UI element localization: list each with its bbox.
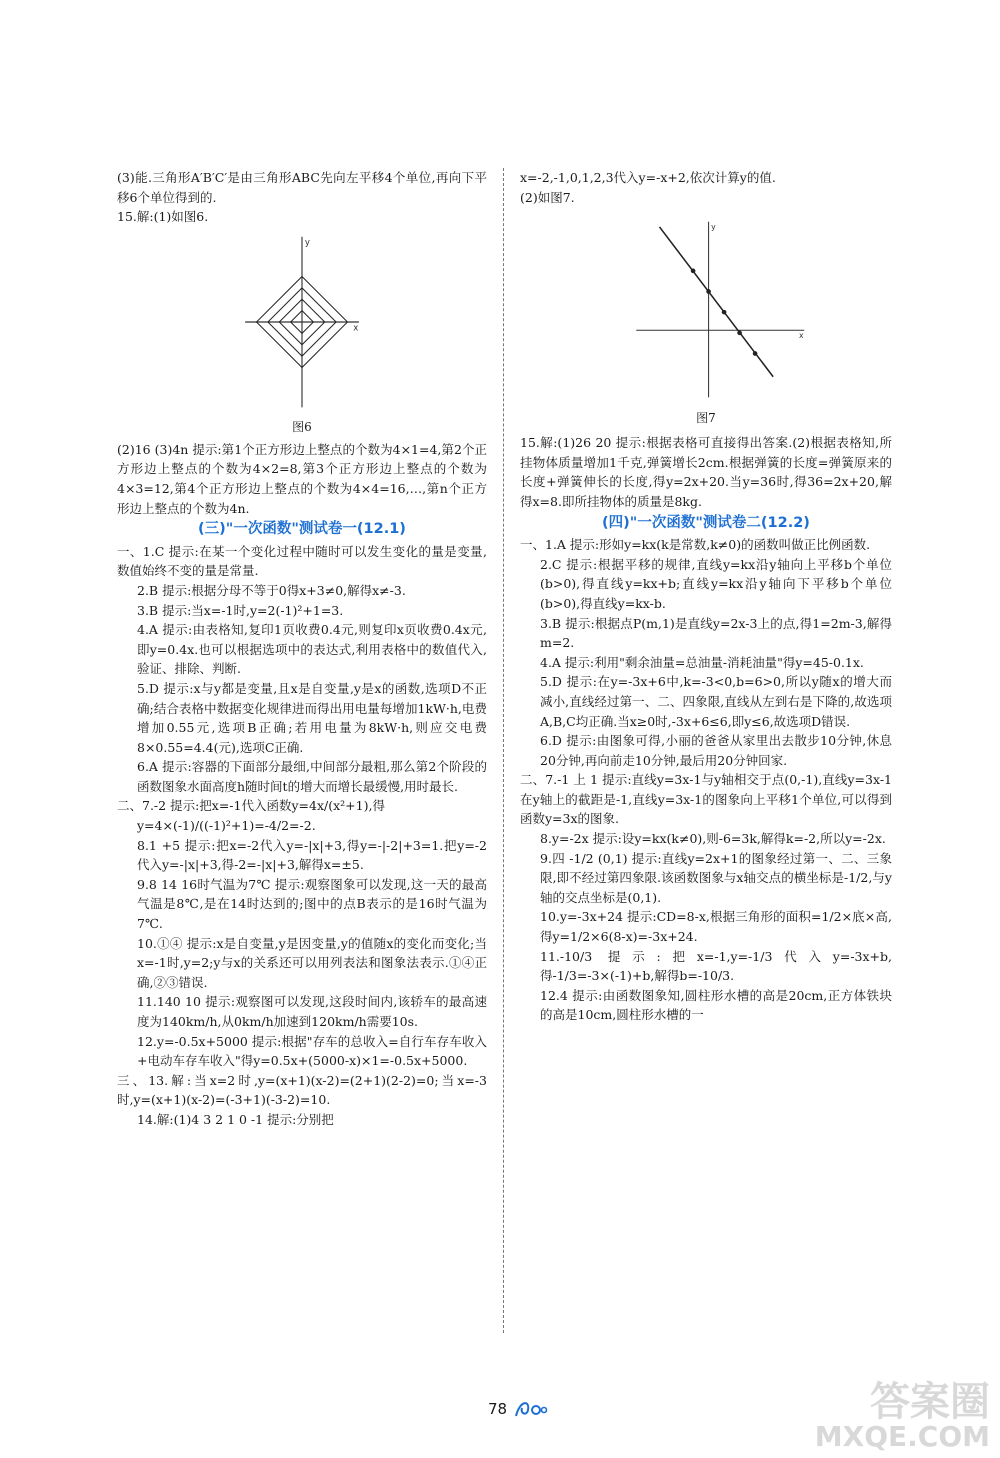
figure-7-graph	[520, 211, 892, 403]
figure-7	[520, 211, 892, 429]
answer-8: 8.1 +5 提示:把x=-2代入y=-|x|+3,得y=-|-2|+3=1.把y=-2代入y=-|x|+3,得-2=-|x|+3,解得x=±5.	[137, 837, 487, 873]
answer-2: 2.B 提示:根据分母不等于0得x+3≠0,解得x≠-3.	[137, 582, 406, 598]
answer-14-cont: x=-2,-1,0,1,2,3代入y=-x+2,依次计算y的值.	[520, 170, 776, 185]
svg-text:y: y	[711, 222, 716, 232]
figure-6-diagram	[117, 231, 487, 413]
svg-text:x: x	[799, 331, 804, 341]
answer-14: 14.解:(1)4 3 2 1 0 -1 提示:分别把	[137, 1111, 334, 1127]
answer-6: 6.A 提示:容器的下面部分最细,中间部分最粗,那么第2个阶段的函数图象水面高度h随时间t的增大而增长最缓慢,用时最长.	[137, 759, 487, 794]
answer-5: 5.D 提示:x与y都是变量,且x是自变量,y是x的函数,选项D不正确;结合表格中数据变化规律进而得出用电量每增加1kW·h,电费增加0.55元,选项B正确;若用电量为8kW·h,则应交电费8×0.55=4.4(元),选项C正确.	[137, 680, 487, 755]
answer-r6: 6.D 提示:由图象可得,小丽的爸爸从家里出去散步10分钟,休息20分钟,再向前走10分钟,最后用20分钟回家.	[540, 733, 892, 768]
svg-text:x: x	[353, 323, 359, 334]
watermark-url: MXQE.COM	[814, 1420, 990, 1453]
svg-text:y: y	[304, 238, 310, 248]
watermark-logo-text: 答案圈	[870, 1379, 990, 1425]
answer-r9: 9.四 -1/2 (0,1) 提示:直线y=2x+1的图象经过第一、二、三象限,即不经过第四象限.该函数图象与x轴交点的横坐标是-1/2,与y轴的交点坐标是(0,1).	[540, 850, 892, 905]
figure-6-caption: 图6	[292, 420, 312, 435]
answer-15-1: 15.解:(1)如图6.	[117, 209, 209, 225]
column-divider	[503, 168, 504, 1333]
answer-r8: 8.y=-2x 提示:设y=kx(k≠0),则-6=3k,解得k=-2,所以y=-2x.	[540, 831, 886, 847]
answer-r12: 12.4 提示:由函数图象知,圆柱形水槽的高是20cm,正方体铁块的高是10cm,圆柱形水槽的一	[540, 987, 892, 1023]
answer-13: 三、13.解:当x=2时,y=(x+1)(x-2)=(2+1)(2-2)=0;当x=-3时,y=(x+1)(x-2)=(-3+1)(-3-2)=10.	[117, 1072, 487, 1108]
left-column	[117, 168, 487, 1130]
figure-6	[117, 231, 487, 436]
answer-r5: 5.D 提示:在y=-3x+6中,k=-3<0,b=6>0,所以y随x的增大而减小,直线经过第一、二、四象限,直线从左到右是下降的,故选项A,B,C均正确.当x≥0时,-3x+6≤6,即y≤6,故选项D错误.	[540, 674, 892, 729]
answer-15: 15.解:(1)26 20 提示:根据表格可直接得出答案.(2)根据表格知,所挂物体质量增加1千克,弹簧增长2cm.根据弹簧的长度=弹簧原来的长度+弹簧伸长的长度,得y=2x+20.当y=36时,得36=2x+20,解得x=8.即所挂物体的质量是8kg.	[520, 435, 892, 509]
answer-15-2: (2)16 (3)4n 提示:第1个正方形边上整点的个数为4×1=4,第2个正方形边上整点的个数为4×2=8,第3个正方形边上整点的个数为4×3=12,第4个正方形边上整点的个数为4×4=16,…,第n个正方形边上整点的个数为4n.	[117, 441, 487, 516]
answer-r1: 一、1.A 提示:形如y=kx(k是常数,k≠0)的函数叫做正比例函数.	[520, 537, 871, 553]
answer-9: 9.8 14 16时气温为7℃ 提示:观察图象可以发现,这一天的最高气温是8℃,是在14时达到的;图中的点B表示的是16时气温为7℃.	[137, 876, 487, 932]
answer-3: 3.B 提示:当x=-1时,y=2(-1)²+1=3.	[137, 602, 344, 618]
right-column	[520, 168, 892, 1025]
figure-7-caption: 图7	[696, 410, 716, 425]
answer-1: 一、1.C 提示:在某一个变化过程中随时可以发生变化的量是变量,数值始终不变的量是常量.	[117, 543, 487, 579]
answer-7-result: y=4×(-1)/((-1)²+1)=-4/2=-2.	[137, 818, 316, 834]
answer-r10: 10.y=-3x+24 提示:CD=8-x,根据三角形的面积=1/2×底×高,得y=1/2×6(8-x)=-3x+24.	[540, 909, 892, 945]
section-title-4: (四)"一次函数"测试卷二(12.2)	[602, 514, 810, 531]
answer-14-2: (2)如图7.	[520, 189, 575, 205]
answer-12: 12.y=-0.5x+5000 提示:根据"存车的总收入=自行车存车收入+电动车存车收入"得y=0.5x+(5000-x)×1=-0.5x+5000.	[137, 1033, 487, 1069]
watermark	[814, 1379, 990, 1453]
answer-11: 11.140 10 提示:观察图可以发现,这段时间内,该轿车的最高速度为140km/h,从0km/h加速到120km/h需要10s.	[137, 994, 487, 1029]
answer-4: 4.A 提示:由表格知,复印1页收费0.4元,则复印x页收费0.4x元,即y=0.4x.也可以根据选项中的表达式,利用表格中的数值代入,验证、排除、判断.	[137, 622, 487, 677]
answer-10: 10.①④ 提示:x是自变量,y是因变量,y的值随x的变化而变化;当x=-1时,y=2;y与x的关系还可以用列表法和图象法表示.①④正确,②③错误.	[137, 935, 487, 990]
answer-7: 二、7.-2 提示:把x=-1代入函数y=4x/(x²+1),得	[117, 798, 385, 814]
answer-r3: 3.B 提示:根据点P(m,1)是直线y=2x-3上的点,得1=2m-3,解得m=2.	[540, 615, 892, 651]
answer-r4: 4.A 提示:利用"剩余油量=总油量-消耗油量"得y=45-0.1x.	[540, 654, 864, 670]
answer-14-3: (3)能.三角形A′B′C′是由三角形ABC先向左平移4个单位,再向下平移6个单位得到的.	[117, 170, 487, 205]
page-number: 78	[488, 1400, 508, 1418]
answer-r7: 二、7.-1 上 1 提示:直线y=3x-1与y轴相交于点(0,-1),直线y=3x-1在y轴上的截距是-1,直线y=3x-1的图象向上平移1个单位,可以得到函数y=3x的图象.	[520, 772, 892, 827]
ornament-icon	[512, 1396, 548, 1420]
answer-r11: 11.-10/3 提示:把x=-1,y=-1/3代入y=-3x+b,得-1/3=-3×(-1)+b,解得b=-10/3.	[540, 948, 892, 984]
section-title-3: (三)"一次函数"测试卷一(12.1)	[198, 521, 406, 538]
answer-r2: 2.C 提示:根据平移的规律,直线y=kx沿y轴向上平移b个单位(b>0),得直线y=kx+b;直线y=kx沿y轴向下平移b个单位(b>0),得直线y=kx-b.	[540, 556, 892, 611]
